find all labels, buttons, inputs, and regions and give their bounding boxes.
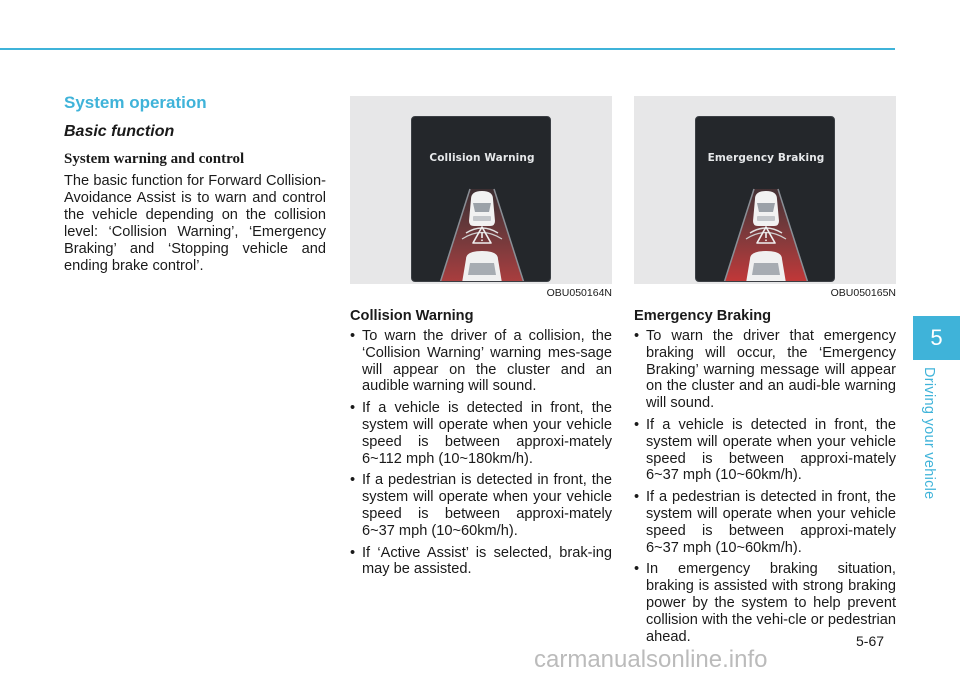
front-vehicle-icon: [469, 191, 495, 226]
cluster-display: [695, 116, 835, 282]
list-item: • In emergency braking situation, braking is assisted with strong braking power by the system to help prevent collision with the vehi-cle or pedestrian ahead.: [634, 561, 896, 645]
emergency-braking-section: [634, 307, 896, 650]
list-item: • To warn the driver that emergency braking will occur, the ‘Emergency Braking’ warning message will appear on the cluster and an audi-ble warning will sound.: [634, 328, 896, 412]
collision-warning-figure: [350, 96, 612, 284]
own-vehicle-icon: [462, 251, 502, 282]
emergency-braking-figure: [634, 96, 896, 284]
front-vehicle-icon: [753, 191, 779, 226]
screen-message: Collision Warning: [429, 152, 535, 164]
screen-message: Emergency Braking: [707, 152, 825, 164]
collision-warning-heading: Collision Warning: [350, 308, 474, 324]
intro-column: [64, 92, 326, 275]
watermark: carmanualsonline.info: [534, 646, 768, 673]
list-item: • If a vehicle is detected in front, the system will operate when your vehicle speed is between approxi-mately 6~112 mph (10~180km/h).: [350, 400, 612, 467]
page-number: 5-67: [856, 633, 885, 649]
list-item: • To warn the driver of a collision, the ‘Collision Warning’ warning mes-sage will appear on the cluster and an audible warning will sound.: [350, 328, 612, 395]
collision-warning-section: [350, 307, 612, 583]
list-item: • If a vehicle is detected in front, the system will operate when your vehicle speed is between approxi-mately 6~37 mph (10~60km/h).: [634, 417, 896, 484]
header-rule: [0, 48, 895, 50]
emergency-braking-list: [634, 328, 896, 645]
collision-warning-list: [350, 328, 612, 578]
cluster-display: [411, 116, 551, 282]
list-item: • If ‘Active Assist’ is selected, brak-ing may be assisted.: [350, 545, 612, 579]
own-vehicle-icon: [746, 251, 786, 282]
intro-paragraph: The basic function for Forward Collision-Avoidance Assist is to warn and control the vehicle depending on the collision level: ‘Collision Warning’, ‘Emergency Braking’ and ‘Stopping vehicle and ending brake control’.: [64, 173, 326, 274]
figure-code: OBU050165N: [830, 287, 896, 299]
section-title: System operation: [64, 93, 207, 112]
emergency-braking-heading: Emergency Braking: [634, 308, 772, 324]
chapter-title: Driving your vehicle: [921, 367, 937, 500]
list-item: • If a pedestrian is detected in front, the system will operate when your vehicle speed is between approxi-mately 6~37 mph (10~60km/h).: [634, 489, 896, 556]
list-item: • If a pedestrian is detected in front, the system will operate when your vehicle speed is between approxi-mately 6~37 mph (10~60km/h).: [350, 472, 612, 539]
topic-heading: System warning and control: [64, 151, 245, 167]
figure-code: OBU050164N: [546, 287, 612, 299]
subsection-title: Basic function: [64, 123, 175, 140]
chapter-tab: 5: [913, 316, 960, 360]
